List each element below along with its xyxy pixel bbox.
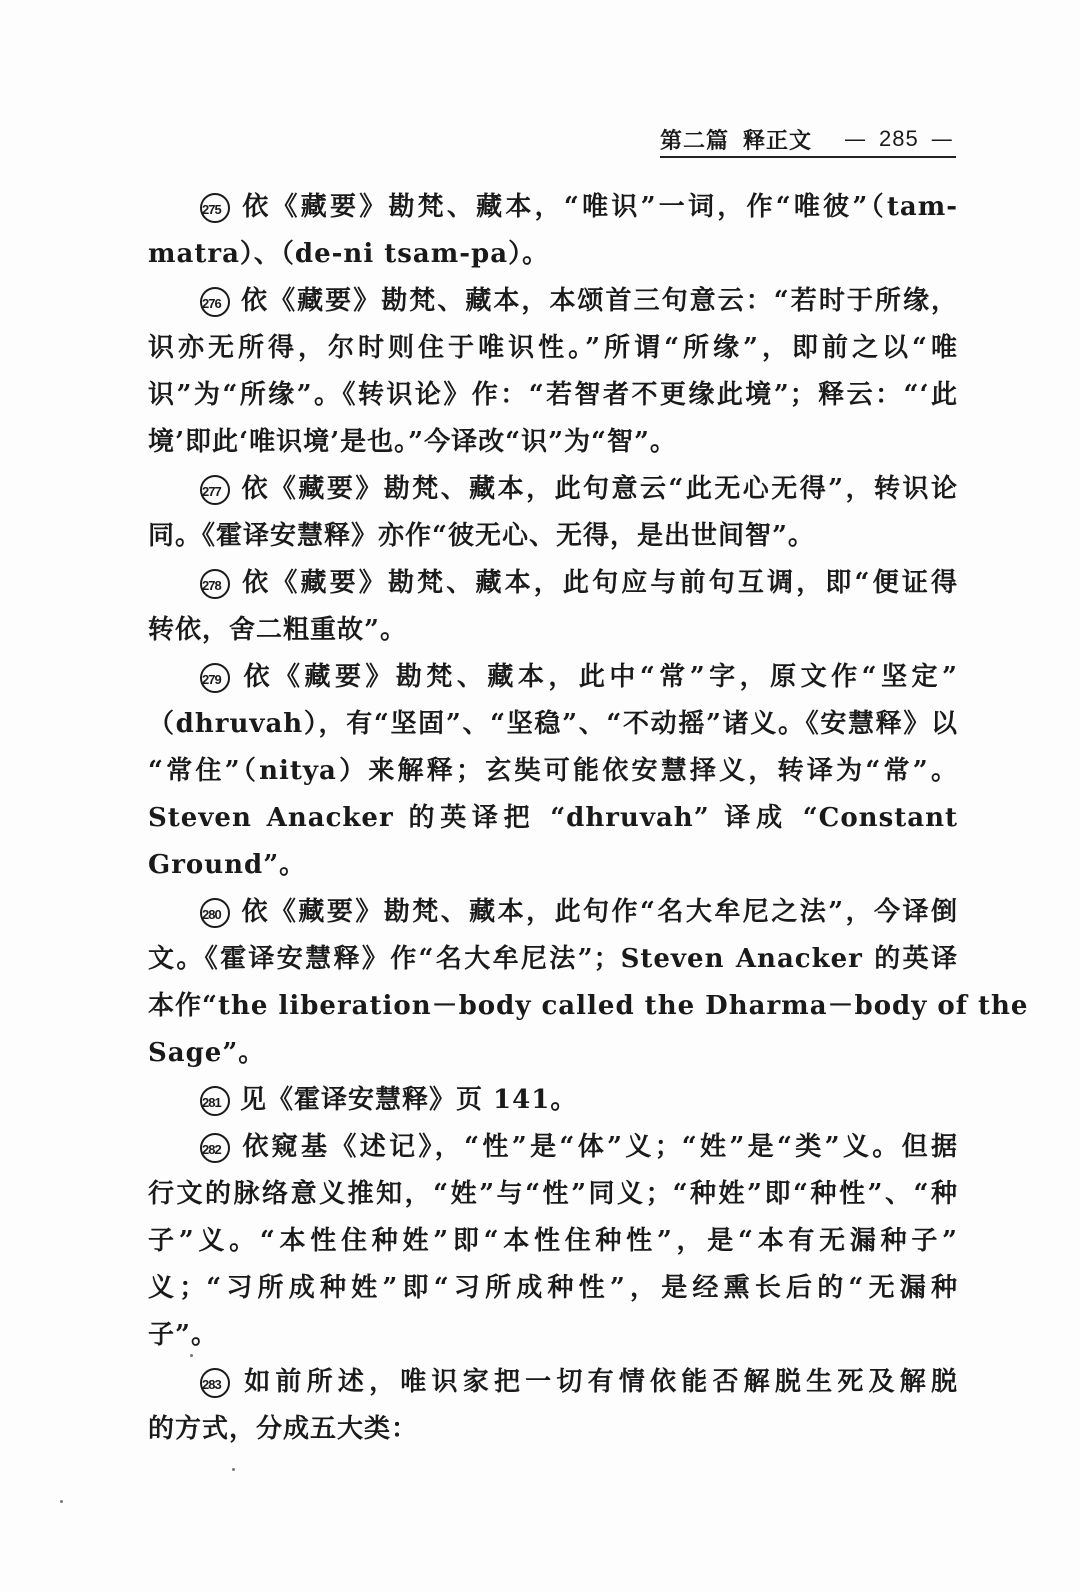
- note-281-line-1: 281 见《霍译安慧释》页 141。: [202, 1085, 578, 1115]
- note-279-line-2: （dhruvah），有“坚固”、“坚稳”、“不动摇”诸义。《安慧释》以: [148, 709, 958, 739]
- part-title: 第二篇: [660, 127, 730, 154]
- note-number-badge: 280: [200, 898, 230, 928]
- section-title: 释正文: [743, 127, 813, 154]
- note-282-line-5: 子”。: [148, 1320, 218, 1350]
- note-280-line-4: Sage”。: [148, 1038, 266, 1068]
- note-number-badge: 276: [200, 287, 230, 317]
- note-278-line-2: 转依，舍二粗重故”。: [148, 615, 407, 645]
- note-number-badge: 279: [200, 663, 230, 693]
- note-276-line-2: 识亦无所得，尔时则住于唯识性。”所谓“所缘”，即前之以“唯: [148, 333, 958, 363]
- note-282-line-1: 282 依窥基《述记》，“性”是“体”义；“姓”是“类”义。但据: [202, 1132, 958, 1162]
- note-number-badge: 282: [200, 1133, 230, 1163]
- note-279-line-5: Ground”。: [148, 850, 307, 880]
- page-dash-left: —: [844, 126, 868, 152]
- note-279-line-1: 279 依《藏要》勘梵、藏本，此中“常”字，原文作“坚定”: [202, 662, 958, 692]
- note-282-line-2: 行文的脉络意义推知，“姓”与“性”同义；“种姓”即“种性”、“种: [148, 1179, 958, 1209]
- note-number-badge: 278: [200, 569, 230, 599]
- note-279-line-3: “常住”（nitya）来解释；玄奘可能依安慧择义，转译为“常”。: [148, 756, 958, 786]
- page-dash-right: —: [930, 126, 954, 152]
- note-280-line-1: 280 依《藏要》勘梵、藏本，此句作“名大牟尼之法”，今译倒: [202, 897, 958, 927]
- note-276-line-4: 境’即此‘唯识境’是也。”今译改“识”为“智”。: [148, 427, 677, 457]
- scan-speck: [232, 1468, 235, 1471]
- note-275-line-2: matra）、（de-ni tsam-pa）。: [148, 239, 550, 269]
- note-280-line-2: 文。《霍译安慧释》作“名大牟尼法”；Steven Anacker 的英译: [148, 944, 958, 974]
- endnotes: [148, 184, 1029, 1453]
- scan-speck: [60, 1500, 63, 1503]
- running-header: [660, 122, 956, 158]
- note-277-line-2: 同。《霍译安慧释》亦作“彼无心、无得，是出世间智”。: [148, 521, 815, 551]
- note-number-badge: 283: [200, 1368, 230, 1398]
- note-276-line-1: 276 依《藏要》勘梵、藏本，本颂首三句意云：“若时于所缘，: [202, 286, 958, 316]
- note-277-line-1: 277 依《藏要》勘梵、藏本，此句意云“此无心无得”，转识论: [202, 474, 958, 504]
- note-number-badge: 277: [200, 475, 230, 505]
- note-275-line-1: 275 依《藏要》勘梵、藏本，“唯识”一词，作“唯彼”（tam-: [202, 192, 958, 222]
- note-number-badge: 281: [200, 1086, 230, 1116]
- note-280-line-3: 本作“the liberation－body called the Dharma－body of the: [148, 991, 1029, 1021]
- note-282-line-3: 子”义。“本性住种姓”即“本性住种性”，是“本有无漏种子”: [148, 1226, 958, 1256]
- note-282-line-4: 义；“习所成种姓”即“习所成种性”，是经熏长后的“无漏种: [148, 1273, 958, 1303]
- note-283-line-2: 的方式，分成五大类：: [148, 1414, 419, 1444]
- scan-speck: [190, 1354, 193, 1357]
- note-283-line-1: 283 如前所述，唯识家把一切有情依能否解脱生死及解脱: [202, 1367, 958, 1397]
- note-278-line-1: 278 依《藏要》勘梵、藏本，此句应与前句互调，即“便证得: [202, 568, 958, 598]
- note-276-line-3: 识”为“所缘”。《转识论》作：“若智者不更缘此境”；释云：“‘此: [148, 380, 958, 410]
- note-number-badge: 275: [200, 193, 230, 223]
- note-279-line-4: Steven Anacker 的英译把 “dhruvah” 译成 “Constant: [148, 803, 958, 833]
- page-number: 285: [879, 126, 919, 151]
